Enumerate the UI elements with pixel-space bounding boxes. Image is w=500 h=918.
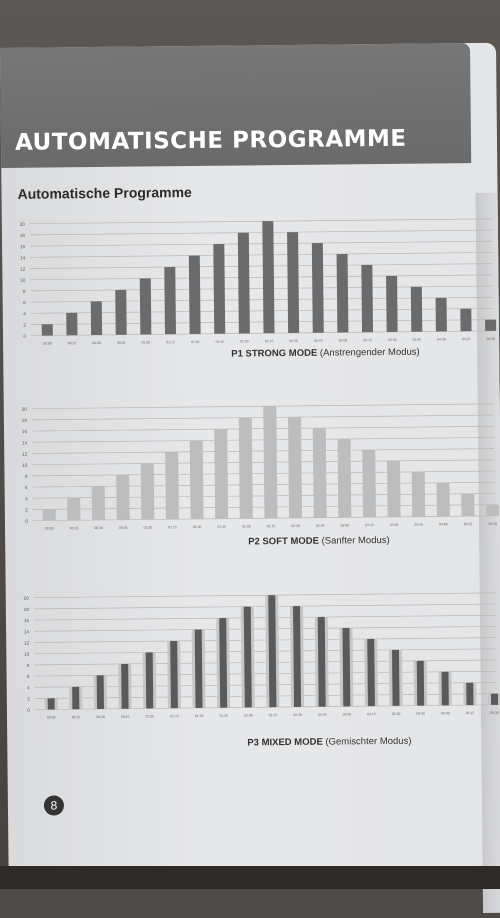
y-tick-label: 10 (24, 651, 30, 657)
bar (262, 221, 274, 333)
bar (239, 418, 253, 519)
chart-p3-desc: (Gemischter Modus) (325, 735, 412, 748)
grid-line (34, 626, 496, 631)
x-tick-label: 02:30 (293, 712, 302, 717)
x-tick-label: 03:00 (342, 712, 352, 717)
bar (486, 505, 499, 516)
x-tick-label: 04:15 (461, 337, 471, 342)
bar (361, 265, 373, 332)
x-tick-label: 04:15 (463, 522, 473, 527)
bar (91, 301, 102, 335)
bar (387, 461, 401, 517)
grid-line (30, 219, 492, 224)
bar (238, 233, 250, 334)
grid-line (33, 482, 495, 487)
x-tick-label: 01:45 (217, 524, 227, 529)
grid-line (32, 449, 494, 454)
bar (460, 309, 471, 332)
x-tick-label: 02:30 (289, 338, 298, 343)
x-tick-label: 03:00 (338, 338, 348, 343)
y-tick-label: 0 (27, 707, 30, 713)
bar (411, 287, 422, 332)
y-tick-label: 8 (22, 288, 26, 294)
x-tick-label: 02:15 (264, 339, 274, 344)
grid-line (30, 230, 492, 235)
y-tick-label: 10 (22, 462, 28, 468)
bar-dark (491, 694, 498, 705)
grid-line (32, 404, 494, 409)
bar-dark (367, 639, 375, 706)
bar (42, 324, 53, 335)
grid-line (31, 286, 493, 291)
x-tick-label: 01:00 (141, 340, 151, 345)
bar (66, 313, 77, 336)
y-tick-label: 18 (23, 606, 29, 612)
x-tick-label: 01:15 (170, 714, 179, 719)
bar (386, 276, 398, 332)
grid-line (32, 471, 494, 476)
grid-line (32, 426, 494, 431)
section-subtitle: Automatische Programme (17, 183, 192, 202)
bar (67, 498, 80, 521)
x-tick-label: 01:30 (194, 713, 204, 718)
bar (92, 486, 105, 520)
bar-dark (268, 595, 276, 707)
bar (412, 472, 425, 517)
x-tick-label: 01:00 (145, 714, 155, 719)
bar (436, 483, 449, 517)
x-tick-label: 04:00 (437, 337, 446, 342)
x-tick-label: 02:00 (242, 524, 251, 529)
x-tick-label: 00:15 (71, 715, 81, 720)
y-tick-label: 14 (21, 440, 28, 446)
grid-line (30, 241, 492, 246)
grid-line (34, 660, 496, 665)
x-tick-label: 00:00 (47, 715, 56, 720)
chart-p3-mixed (6, 587, 500, 744)
x-tick-label: 03:30 (387, 337, 397, 342)
bar-dark (318, 617, 326, 707)
y-tick-label: 8 (26, 662, 30, 668)
x-tick-label: 01:00 (143, 525, 153, 530)
x-tick-label: 03:30 (391, 711, 401, 716)
x-tick-label: 02:00 (244, 713, 253, 718)
x-tick-label: 03:45 (412, 337, 422, 342)
bar-dark (244, 607, 252, 708)
bar (115, 290, 126, 335)
bar (189, 256, 201, 335)
chart-p2-mode: P2 SOFT MODE (248, 535, 319, 548)
grid-line (31, 297, 493, 302)
bar-dark (293, 606, 301, 707)
y-tick-label: 16 (19, 244, 26, 250)
bar (140, 278, 152, 334)
bar (43, 509, 56, 520)
x-tick-label: 00:15 (69, 526, 79, 531)
chart-p2-label (248, 535, 390, 547)
grid-line (32, 437, 494, 442)
bar (287, 232, 299, 333)
y-tick-label: 2 (25, 507, 28, 513)
x-tick-label: 00:30 (96, 714, 105, 720)
page-number-badge: 8 (44, 795, 64, 815)
y-tick-label: 16 (23, 618, 30, 624)
grid-line (30, 252, 492, 257)
y-tick-label: 14 (20, 255, 26, 261)
x-tick-label: 01:30 (190, 339, 200, 345)
y-tick-label: 8 (24, 473, 28, 479)
x-tick-label: 03:15 (365, 523, 374, 528)
bar (165, 452, 179, 519)
bar-dark (342, 628, 350, 706)
bar-dark (121, 664, 128, 709)
bar (436, 298, 447, 332)
grid-line (30, 264, 492, 269)
grid-line (32, 460, 494, 465)
grid-line (34, 615, 496, 620)
grid-line (34, 593, 496, 598)
bar-dark (466, 683, 473, 705)
bar (164, 267, 176, 334)
x-tick-label: 02:45 (314, 338, 323, 343)
x-tick-label: 02:15 (268, 713, 278, 718)
y-tick-label: 16 (21, 429, 28, 435)
y-tick-label: 10 (20, 277, 26, 283)
bar-dark (146, 652, 154, 708)
y-tick-label: 18 (21, 417, 27, 423)
y-tick-label: 14 (23, 629, 30, 635)
y-tick-label: 18 (19, 232, 25, 239)
chart-p3-label (247, 736, 411, 749)
y-tick-label: 4 (25, 496, 28, 502)
manual-page (0, 43, 500, 878)
x-tick-label: 01:15 (166, 340, 175, 345)
y-tick-label: 6 (23, 300, 26, 306)
x-tick-label: 00:00 (45, 526, 54, 531)
y-tick-label: 6 (25, 485, 28, 491)
y-tick-label: 12 (22, 451, 28, 457)
grid-line (34, 649, 496, 654)
grid-line (32, 415, 494, 420)
grid-line (34, 638, 496, 643)
grid-line (34, 604, 496, 609)
x-tick-label: 04:00 (439, 522, 448, 527)
x-tick-label: 03:45 (414, 522, 424, 527)
chart-p3-mode: P3 MIXED MODE (247, 736, 323, 749)
y-tick-label: 2 (27, 696, 30, 702)
bar-dark (195, 630, 203, 708)
bar (213, 244, 225, 334)
bar (312, 243, 324, 333)
x-tick-label: 01:45 (219, 713, 229, 718)
bar-dark (48, 698, 55, 709)
x-tick-label: 04:15 (465, 711, 475, 716)
y-tick-label: 20 (21, 406, 27, 412)
x-tick-label: 01:30 (192, 524, 202, 530)
grid-line (30, 275, 492, 280)
y-tick-label: 12 (24, 640, 30, 646)
bar (263, 406, 277, 518)
x-tick-label: 02:15 (266, 524, 276, 529)
bar (485, 320, 496, 331)
x-tick-label: 00:00 (43, 341, 52, 346)
bar (288, 417, 302, 518)
y-tick-label: 6 (26, 674, 30, 680)
y-tick-label: 2 (23, 322, 26, 328)
bar (313, 428, 327, 518)
bar-dark (219, 618, 227, 708)
x-tick-label: 04:30 (490, 710, 499, 715)
bar-dark (417, 661, 424, 706)
y-tick-label: 0 (23, 333, 27, 339)
x-tick-label: 01:45 (215, 339, 225, 344)
x-tick-label: 04:30 (486, 336, 496, 341)
chart-p2-desc: (Sanfter Modus) (321, 534, 390, 547)
x-tick-label: 03:00 (340, 523, 350, 528)
x-tick-label: 03:15 (367, 712, 376, 717)
x-tick-label: 00:45 (118, 525, 128, 530)
x-tick-label: 02:45 (317, 712, 327, 717)
chart-p2-soft (4, 398, 500, 555)
x-tick-label: 00:30 (92, 340, 101, 346)
bar-dark (392, 650, 400, 706)
bar-dark (170, 641, 178, 708)
x-tick-label: 00:45 (117, 340, 126, 345)
x-tick-label: 02:00 (240, 339, 249, 344)
bar (214, 429, 228, 519)
chart-p1-desc: (Anstrengender Modus) (319, 346, 420, 359)
bar (461, 494, 474, 517)
bar-dark (441, 672, 448, 706)
bar (337, 254, 349, 333)
y-tick-label: 4 (27, 685, 30, 691)
chart-p1-strong (2, 213, 500, 370)
y-tick-label: 20 (19, 221, 25, 227)
bar (190, 440, 204, 519)
x-tick-label: 04:30 (488, 521, 497, 526)
y-tick-label: 0 (25, 518, 28, 524)
bottom-shadow (0, 866, 500, 889)
y-tick-label: 20 (23, 595, 29, 601)
x-tick-label: 03:15 (363, 338, 372, 343)
bar-dark (97, 675, 104, 709)
y-tick-label: 4 (23, 311, 26, 317)
y-tick-label: 12 (20, 266, 26, 272)
x-tick-label: 00:45 (120, 714, 130, 719)
x-tick-label: 03:30 (389, 522, 399, 527)
x-tick-label: 04:00 (441, 711, 450, 716)
bar (338, 439, 352, 518)
x-tick-label: 00:30 (94, 525, 103, 531)
chart-p1-label (231, 347, 420, 360)
bar-dark (72, 687, 79, 709)
chart-p1-mode: P1 STRONG MODE (231, 347, 318, 360)
bar (141, 463, 155, 519)
bar (116, 475, 129, 520)
x-tick-label: 00:15 (67, 341, 77, 346)
x-tick-label: 03:45 (416, 711, 426, 716)
bar (362, 450, 376, 517)
x-tick-label: 01:15 (168, 525, 177, 530)
page-title: AUTOMATISCHE PROGRAMME (14, 125, 407, 156)
x-tick-label: 02:45 (316, 523, 325, 528)
x-tick-label: 02:30 (291, 523, 300, 528)
